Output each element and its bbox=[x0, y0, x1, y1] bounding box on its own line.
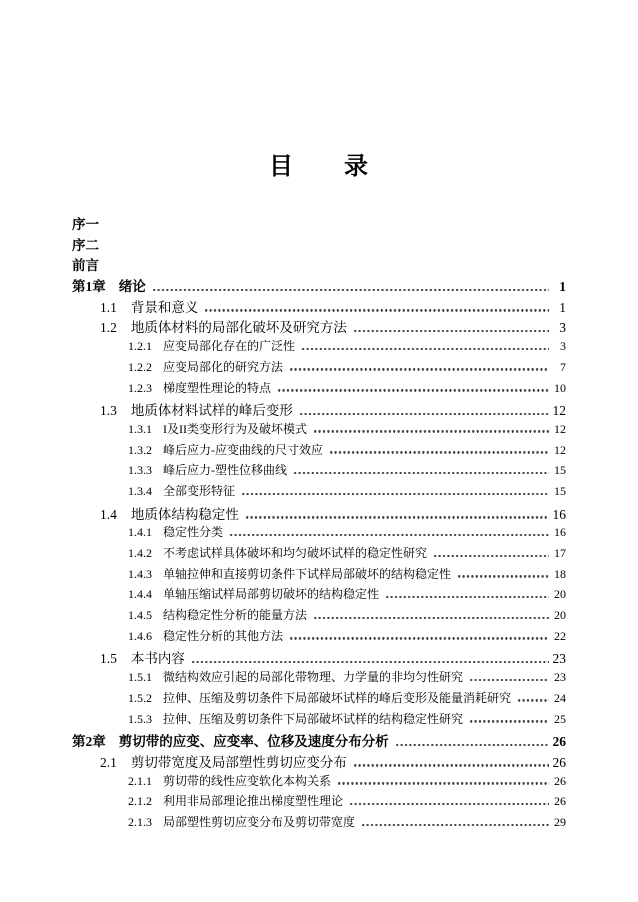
front-matter-label: 序一 bbox=[72, 217, 99, 232]
entry-page-number: 26 bbox=[554, 794, 566, 809]
entry-page-number: 18 bbox=[554, 566, 566, 581]
dot-leader bbox=[337, 782, 549, 784]
entry-title: 绪论 bbox=[118, 279, 146, 295]
front-matter-item bbox=[72, 254, 566, 275]
toc-entry bbox=[72, 710, 566, 731]
entry-number: 2.1.2 bbox=[128, 794, 152, 809]
dot-leader bbox=[329, 451, 549, 453]
entry-title: 微结构效应引起的局部化带物理、力学量的非均匀性研究 bbox=[163, 670, 464, 685]
entry-page-number: 3 bbox=[559, 320, 566, 336]
entry-page-number: 10 bbox=[554, 380, 566, 395]
entry-title: 应变局部化的研究方法 bbox=[163, 359, 284, 374]
entry-number: 1.2 bbox=[100, 320, 117, 336]
entry-title: 结构稳定性分析的能量方法 bbox=[163, 608, 308, 623]
entry-number: 1.1 bbox=[100, 299, 117, 315]
dot-leader bbox=[517, 699, 549, 701]
entry-title: 应变局部化存在的广泛性 bbox=[163, 339, 296, 354]
entry-number: 1.5.2 bbox=[128, 690, 152, 705]
entry-number: 1.4.2 bbox=[128, 546, 152, 560]
entry-title: 稳定性分类 bbox=[163, 525, 224, 540]
entry-title: 剪切带宽度及局部塑性剪切应变分布 bbox=[130, 754, 347, 770]
entry-page-number: 12 bbox=[552, 403, 566, 419]
toc-entry bbox=[72, 399, 566, 420]
entry-title: 剪切带的应变、应变率、位移及速度分布分析 bbox=[118, 734, 389, 750]
dot-leader bbox=[289, 637, 549, 639]
entry-page-number: 12 bbox=[554, 442, 566, 457]
toc-entry bbox=[72, 751, 566, 772]
entry-page-number: 23 bbox=[554, 670, 566, 685]
entry-title: 梯度塑性理论的特点 bbox=[163, 380, 272, 395]
dot-leader bbox=[245, 516, 549, 518]
toc-entry bbox=[72, 813, 566, 834]
entry-page-number: 1 bbox=[559, 299, 566, 315]
entry-number: 1.4.5 bbox=[128, 608, 152, 623]
dot-leader bbox=[385, 596, 549, 598]
toc-list bbox=[72, 213, 566, 834]
entry-number: 第1章 bbox=[72, 279, 106, 295]
entry-page-number: 12 bbox=[554, 421, 566, 436]
dot-leader bbox=[457, 575, 549, 577]
entry-title: 本书内容 bbox=[130, 651, 185, 667]
dot-leader bbox=[293, 472, 549, 474]
entry-title: 地质体材料试样的峰后变形 bbox=[130, 403, 293, 419]
front-matter-item bbox=[72, 213, 566, 234]
entry-title: 峰后应力-塑性位移曲线 bbox=[163, 463, 287, 478]
toc-entry bbox=[72, 275, 566, 296]
toc-entry bbox=[72, 358, 566, 379]
toc-entry bbox=[72, 379, 566, 400]
entry-page-number: 22 bbox=[554, 628, 566, 643]
entry-number: 1.2.1 bbox=[128, 339, 152, 354]
toc-entry bbox=[72, 461, 566, 482]
entry-title: 局部塑性剪切应变分布及剪切带宽度 bbox=[163, 814, 356, 829]
dot-leader bbox=[469, 720, 549, 722]
entry-number: 1.4.4 bbox=[128, 587, 152, 602]
entry-title: 拉伸、压缩及剪切条件下局部破坏试样的结构稳定性研究 bbox=[163, 711, 464, 726]
entry-number: 2.1 bbox=[100, 754, 117, 770]
entry-page-number: 25 bbox=[554, 711, 566, 726]
dot-leader bbox=[433, 555, 549, 557]
entry-page-number: 23 bbox=[552, 651, 566, 667]
entry-number: 1.4.6 bbox=[128, 628, 152, 643]
entry-number: 2.1.3 bbox=[128, 814, 152, 829]
entry-number: 2.1.1 bbox=[128, 773, 152, 788]
entry-title: 地质体材料的局部化破坏及研究方法 bbox=[130, 320, 347, 336]
front-matter-label: 前言 bbox=[72, 258, 99, 274]
entry-number: 1.4.1 bbox=[128, 525, 152, 540]
dot-leader bbox=[277, 389, 549, 391]
dot-leader bbox=[469, 679, 549, 681]
dot-leader bbox=[361, 824, 549, 826]
entry-page-number: 17 bbox=[554, 546, 566, 560]
entry-page-number: 26 bbox=[552, 754, 566, 770]
toc-entry bbox=[72, 668, 566, 689]
entry-number: 1.2.2 bbox=[128, 359, 152, 374]
entry-title: 单轴拉伸和直接剪切条件下试样局部破坏的结构稳定性 bbox=[163, 566, 452, 581]
entry-title: 利用非局部理论推出梯度塑性理论 bbox=[163, 794, 344, 809]
entry-title: 背景和意义 bbox=[130, 299, 199, 315]
entry-title: I及II类变形行为及破坏模式 bbox=[163, 421, 307, 436]
entry-title: 不考虑试样具体破坏和均匀破坏试样的稳定性研究 bbox=[163, 546, 428, 560]
entry-number: 1.3.3 bbox=[128, 463, 152, 478]
entry-page-number: 3 bbox=[560, 339, 566, 354]
toc-entry bbox=[72, 585, 566, 606]
entry-page-number: 16 bbox=[552, 506, 566, 522]
dot-leader bbox=[204, 309, 549, 311]
entry-number: 1.3 bbox=[100, 403, 117, 419]
toc-entry bbox=[72, 544, 566, 565]
entry-title: 拉伸、压缩及剪切条件下局部破坏试样的峰后变形及能量消耗研究 bbox=[163, 690, 512, 705]
front-matter-item bbox=[72, 234, 566, 255]
dot-leader bbox=[353, 330, 549, 332]
entry-title: 单轴压缩试样局部剪切破坏的结构稳定性 bbox=[163, 587, 380, 602]
entry-page-number: 15 bbox=[554, 483, 566, 498]
dot-leader bbox=[301, 348, 549, 350]
entry-number: 1.5.3 bbox=[128, 711, 152, 726]
entry-number: 1.3.1 bbox=[128, 421, 152, 436]
entry-page-number: 15 bbox=[554, 463, 566, 478]
toc-entry bbox=[72, 565, 566, 586]
entry-number: 第2章 bbox=[72, 734, 106, 750]
front-matter-label: 序二 bbox=[72, 237, 99, 253]
toc-entry bbox=[72, 606, 566, 627]
dot-leader bbox=[229, 534, 549, 536]
toc-entry bbox=[72, 647, 566, 668]
entry-number: 1.3.2 bbox=[128, 442, 152, 457]
dot-leader bbox=[191, 661, 549, 663]
entry-title: 稳定性分析的其他方法 bbox=[163, 628, 284, 643]
entry-page-number: 29 bbox=[554, 814, 566, 829]
dot-leader bbox=[349, 803, 549, 805]
toc-entry bbox=[72, 482, 566, 503]
dot-leader bbox=[395, 744, 549, 746]
dot-leader bbox=[289, 368, 549, 370]
toc-entry bbox=[72, 503, 566, 524]
dot-leader bbox=[313, 430, 549, 432]
entry-page-number: 20 bbox=[554, 587, 566, 602]
toc-entry bbox=[72, 730, 566, 751]
entry-title: 峰后应力-应变曲线的尺寸效应 bbox=[163, 442, 323, 457]
dot-leader bbox=[152, 289, 549, 291]
entry-number: 1.5 bbox=[100, 651, 117, 667]
toc-entry bbox=[72, 316, 566, 337]
entry-number: 1.2.3 bbox=[128, 380, 152, 395]
dot-leader bbox=[241, 493, 549, 495]
entry-number: 1.3.4 bbox=[128, 483, 152, 498]
entry-title: 剪切带的线性应变软化本构关系 bbox=[163, 773, 332, 788]
toc-entry bbox=[72, 627, 566, 648]
dot-leader bbox=[299, 413, 549, 415]
toc-entry bbox=[72, 420, 566, 441]
entry-page-number: 26 bbox=[552, 734, 566, 750]
entry-page-number: 26 bbox=[554, 773, 566, 788]
toc-entry bbox=[72, 337, 566, 358]
toc-entry bbox=[72, 523, 566, 544]
toc-entry bbox=[72, 689, 566, 710]
toc-entry bbox=[72, 441, 566, 462]
entry-page-number: 1 bbox=[559, 279, 566, 295]
dot-leader bbox=[313, 617, 549, 619]
toc-entry bbox=[72, 792, 566, 813]
dot-leader bbox=[353, 764, 549, 766]
entry-number: 1.4.3 bbox=[128, 566, 152, 581]
entry-page-number: 16 bbox=[554, 525, 566, 540]
entry-title: 地质体结构稳定性 bbox=[130, 506, 239, 522]
entry-page-number: 7 bbox=[560, 359, 566, 374]
toc-entry bbox=[72, 296, 566, 317]
entry-number: 1.4 bbox=[100, 506, 117, 522]
entry-page-number: 24 bbox=[554, 690, 566, 705]
entry-page-number: 20 bbox=[554, 608, 566, 623]
entry-number: 1.5.1 bbox=[128, 670, 152, 685]
toc-entry bbox=[72, 772, 566, 793]
page-title: 目 录 bbox=[269, 154, 369, 180]
entry-title: 全部变形特征 bbox=[163, 483, 236, 498]
